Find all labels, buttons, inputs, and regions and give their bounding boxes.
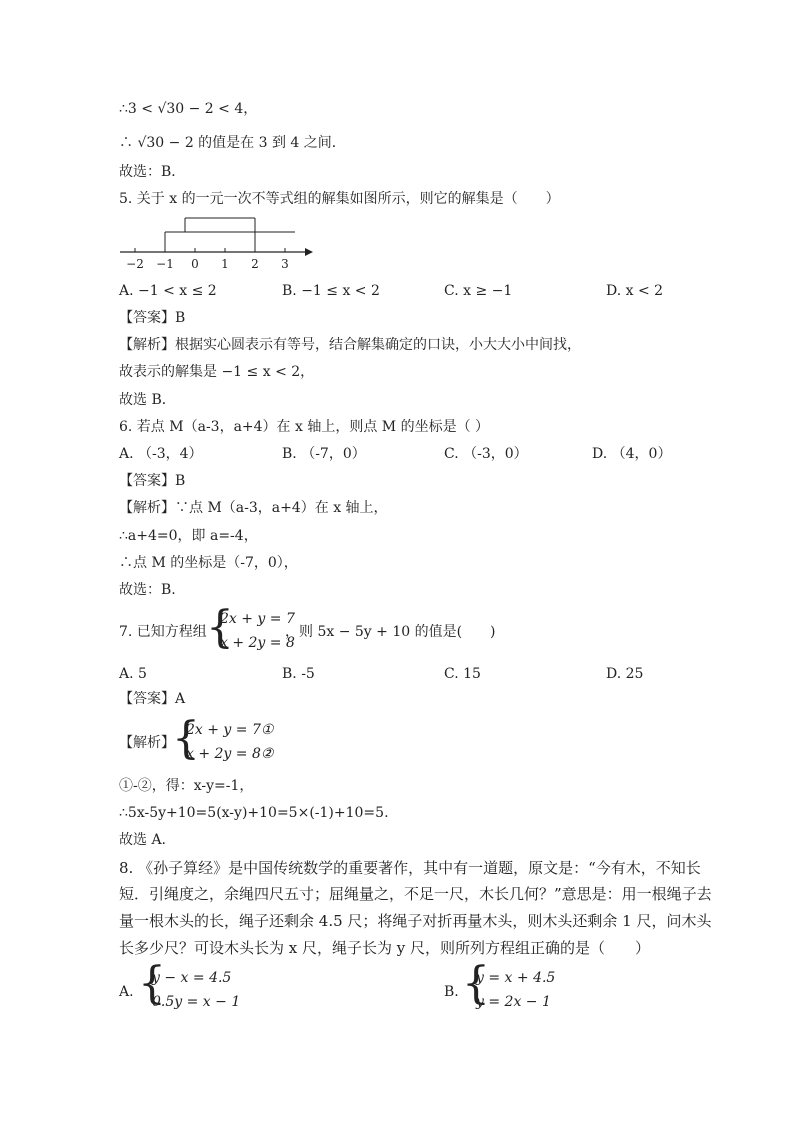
left-brace: { <box>462 958 490 1009</box>
explanation-line: ∴a+4=0，即 a=-4， <box>119 528 258 544</box>
explanation-line: 故选 A. <box>119 832 167 848</box>
tick-label: −1 <box>156 257 174 271</box>
q6-option-b: B. （-7，0） <box>282 446 366 462</box>
left-brace: { <box>138 958 166 1009</box>
q5-option-d: D. x < 2 <box>606 283 664 299</box>
explanation-line: ∴5x-5y+10=5(x-y)+10=5×(-1)+10=5. <box>119 805 389 821</box>
equation: 2x + y = 7① <box>186 722 274 738</box>
q7-option-d: D. 25 <box>606 666 644 682</box>
explanation-line: ①-②，得：x-y=-1， <box>119 778 254 794</box>
question-7-suffix: ，则 5x − 5y + 10 的值是( ) <box>285 624 496 640</box>
tick-label: 0 <box>191 257 199 271</box>
text-line: ∴3 < √30 − 2 < 4， <box>119 101 258 117</box>
q8-option-a-label: A. <box>119 984 134 1000</box>
q7-option-b: B. -5 <box>282 666 315 682</box>
equation: x + 2y = 8② <box>186 746 274 762</box>
tick-label: 1 <box>221 257 229 271</box>
equation: 0.5y = x − 1 <box>152 994 241 1010</box>
tick-label: −2 <box>126 257 144 271</box>
answer-line: 【答案】A <box>119 691 186 707</box>
q7-option-c: C. 15 <box>444 666 481 682</box>
question-8: 短．引绳度之，余绳四尺五寸；屈绳量之，不足一尺，木长几何？”意思是：用一根绳子去 <box>119 885 712 903</box>
equation: y = 2x − 1 <box>476 994 551 1010</box>
left-brace: { <box>172 713 200 764</box>
q5-option-c: C. x ≥ −1 <box>444 283 513 299</box>
question-8: 长多少尺？可设木头长为 x 尺，绳子长为 y 尺，则所列方程组正确的是（ ） <box>119 939 651 957</box>
q8-option-b-label: B. <box>444 984 459 1000</box>
explanation-line: 故选 B． <box>119 392 176 408</box>
question-8: 8. 《孙子算经》是中国传统数学的重要著作，其中有一道题，原文是：“今有木，不知长 <box>119 859 701 877</box>
punctuation: ， <box>268 739 282 755</box>
q7-option-a: A. 5 <box>119 666 147 682</box>
equation: x + 2y = 8 <box>220 635 295 651</box>
explanation-line: ∴点 M 的坐标是（-7，0）， <box>119 555 298 571</box>
q6-option-a: A. （-3，4） <box>119 446 203 462</box>
equation: 2x + y = 7 <box>220 611 295 627</box>
explanation-line: 故表示的解集是 −1 ≤ x < 2， <box>119 364 315 380</box>
explanation-label: 【解析】 <box>119 735 175 751</box>
equation: y = x + 4.5 <box>476 970 556 986</box>
answer-line: 【答案】B <box>119 473 186 489</box>
q5-option-a: A. −1 < x ≤ 2 <box>119 283 217 299</box>
explanation-line: 故选：B. <box>119 582 176 598</box>
tick-label: 3 <box>281 257 289 271</box>
text-line: ∴ √30 − 2 的值是在 3 到 4 之间． <box>119 135 346 151</box>
answer-line: 【答案】B <box>119 310 186 326</box>
q6-option-d: D. （4，0） <box>592 446 672 462</box>
question-6: 6. 若点 M（a-3，a+4）在 x 轴上，则点 M 的坐标是（ ） <box>119 419 490 435</box>
axis-arrow <box>305 248 313 256</box>
tick-label: 2 <box>251 257 259 271</box>
question-7-prefix: 7. 已知方程组 <box>119 624 207 640</box>
explanation-line: 【解析】根据实心圆表示有等号，结合解集确定的口诀，小大大小中间找， <box>119 337 581 353</box>
number-line-figure <box>115 212 315 274</box>
q5-option-b: B. −1 ≤ x < 2 <box>282 283 380 299</box>
question-5: 5. 关于 x 的一元一次不等式组的解集如图所示，则它的解集是（ ） <box>119 191 560 207</box>
question-8: 量一根木头的长，绳子还剩余 4.5 尺；将绳子对折再量木头，则木头还剩余 1 尺，问木头 <box>119 912 712 930</box>
explanation-line: 【解析】∵点 M（a-3，a+4）在 x 轴上， <box>119 500 388 516</box>
left-brace: { <box>206 602 234 653</box>
q6-option-c: C. （-3，0） <box>444 446 528 462</box>
text-line: 故选：B． <box>119 164 186 180</box>
equation: y − x = 4.5 <box>152 970 232 986</box>
